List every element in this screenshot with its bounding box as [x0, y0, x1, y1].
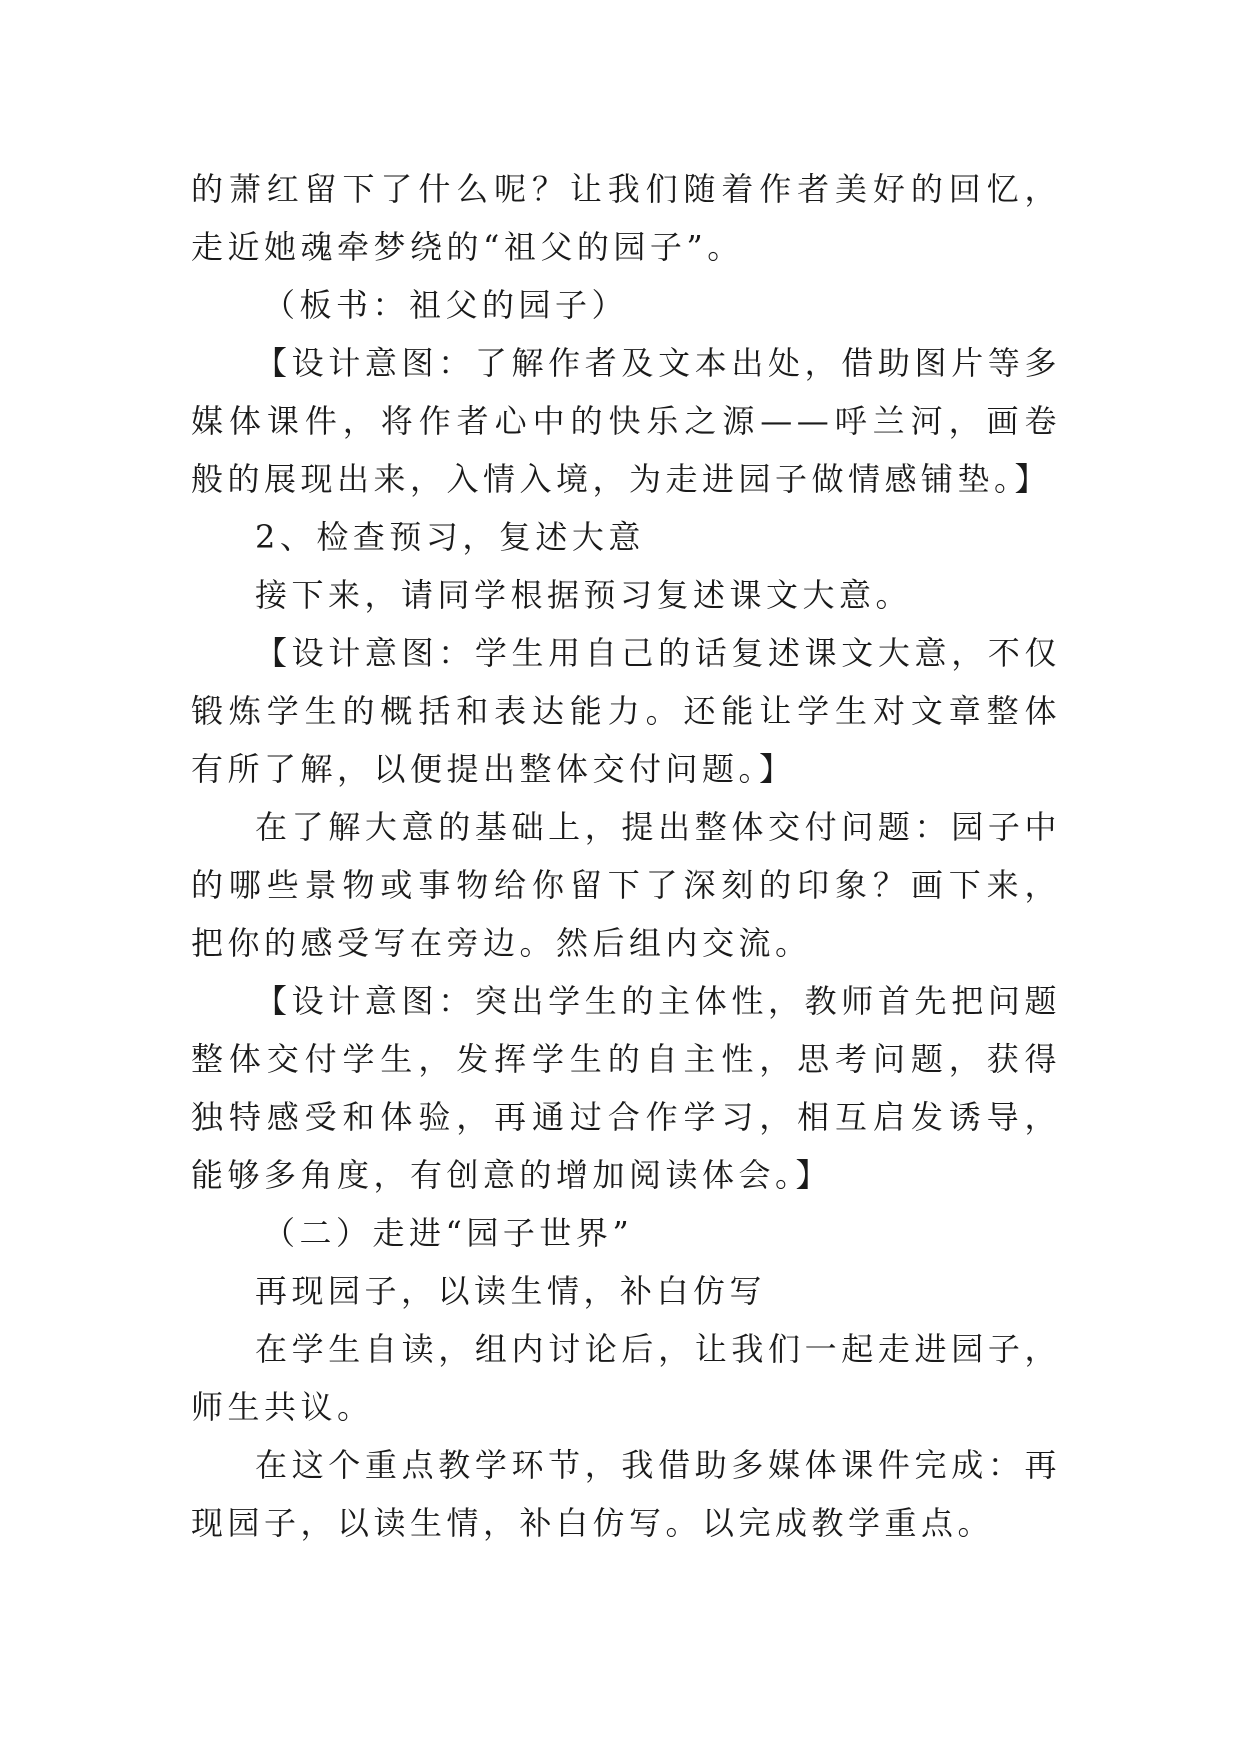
paragraph-1: 的萧红留下了什么呢？让我们随着作者美好的回忆，走近她魂牵梦绕的“祖父的园子”。	[191, 170, 1061, 266]
paragraph-12: 在这个重点教学环节，我借助多媒体课件完成：再现园子，以读生情，补白仿写。以完成教学重点。	[191, 1446, 1061, 1542]
paragraph-8: 【设计意图：突出学生的主体性，教师首先把问题整体交付学生，发挥学生的自主性，思考问题，获得独特感受和体验，再通过合作学习，相互启发诱导，能够多角度，有创意的增加阅读体会。】	[191, 982, 1061, 1194]
paragraph-2: （板书：祖父的园子）	[263, 286, 629, 324]
paragraph-3: 【设计意图：了解作者及文本出处，借助图片等多媒体课件，将作者心中的快乐之源——呼兰河，画卷般的展现出来，入情入境，为走进园子做情感铺垫。】	[191, 344, 1061, 498]
paragraph-5: 接下来，请同学根据预习复述课文大意。	[255, 576, 913, 614]
paragraph-10: 再现园子，以读生情，补白仿写	[255, 1272, 767, 1310]
paragraph-4: 2、检查预习，复述大意	[255, 518, 645, 556]
paragraph-6: 【设计意图：学生用自己的话复述课文大意，不仅锻炼学生的概括和表达能力。还能让学生对文章整体有所了解，以便提出整体交付问题。】	[191, 634, 1061, 788]
paragraph-9: （二）走进“园子世界”	[263, 1214, 634, 1252]
paragraph-11: 在学生自读，组内讨论后，让我们一起走进园子，师生共议。	[191, 1330, 1061, 1426]
document-body	[191, 160, 1061, 1552]
paragraph-7: 在了解大意的基础上，提出整体交付问题：园子中的哪些景物或事物给你留下了深刻的印象？画下来，把你的感受写在旁边。然后组内交流。	[191, 808, 1061, 962]
